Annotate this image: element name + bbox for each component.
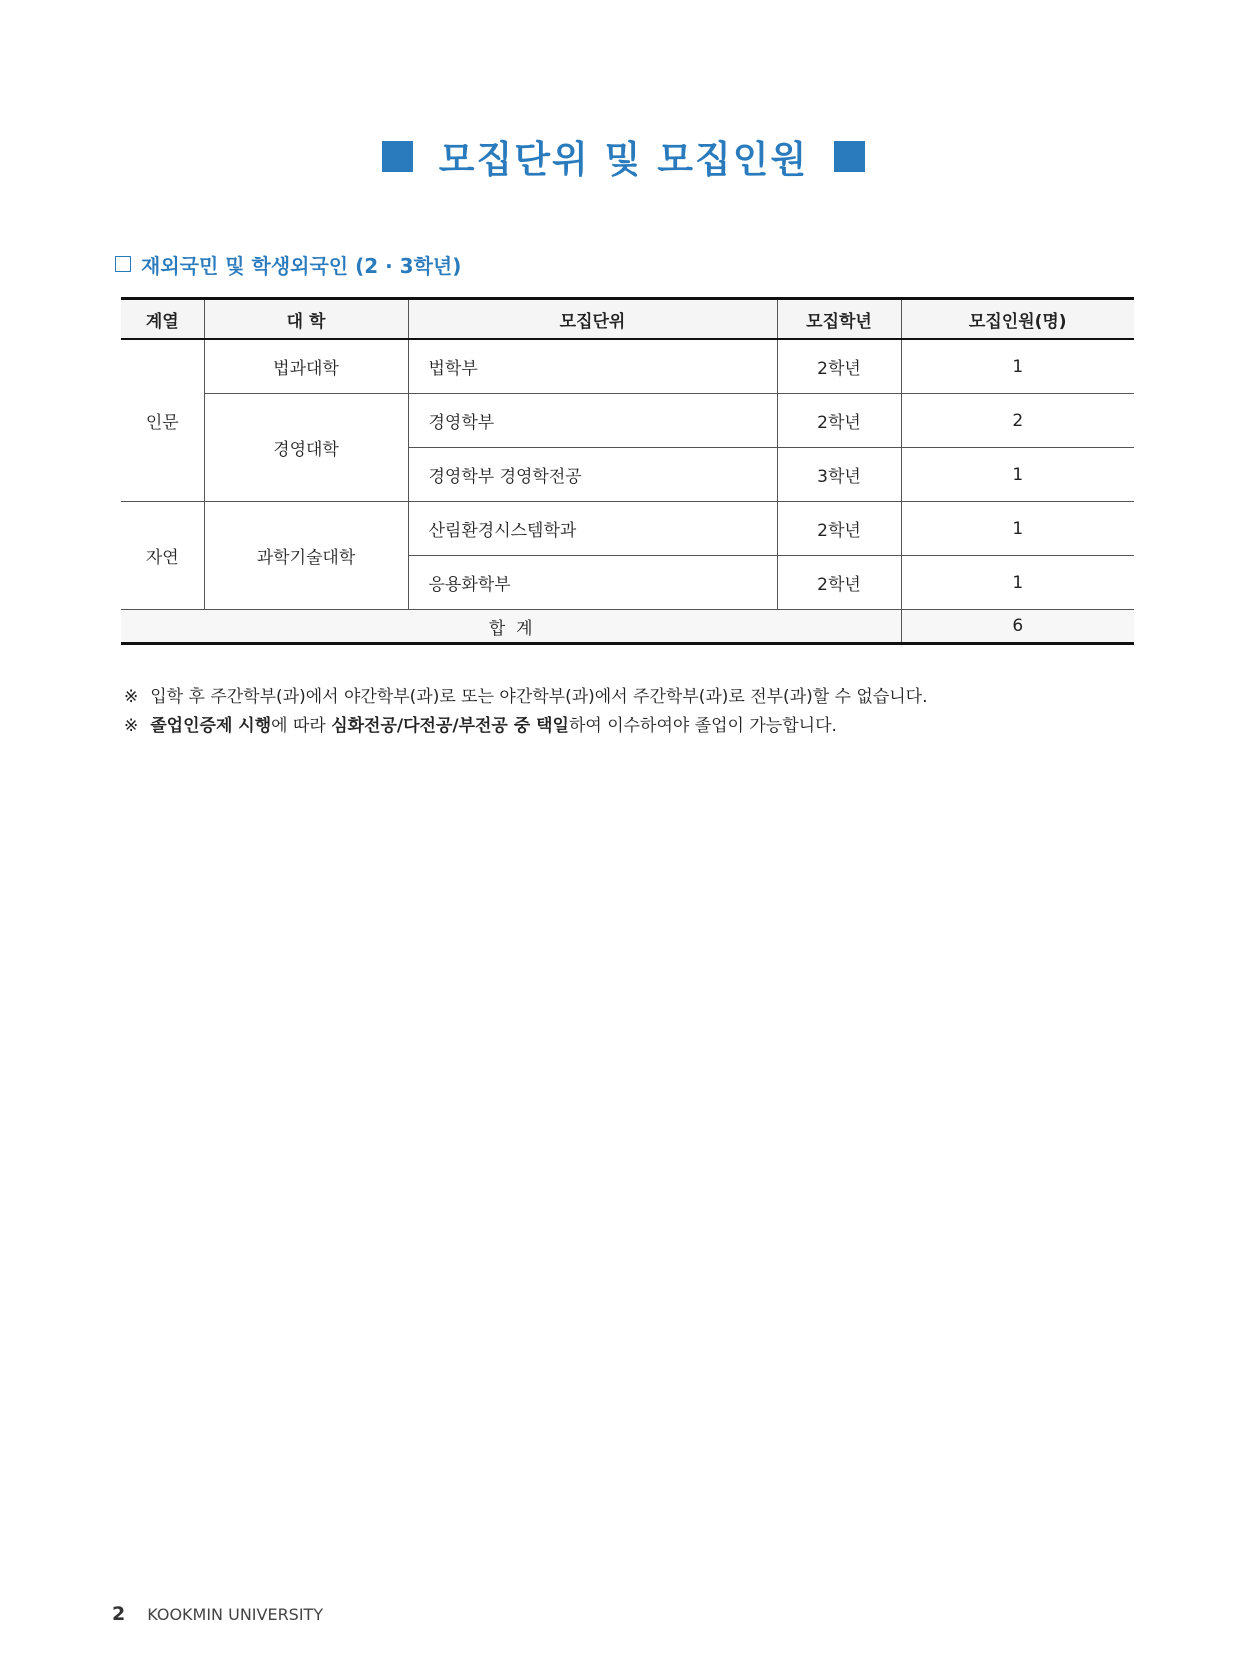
page-title-text: 모집단위 및 모집인원 xyxy=(438,138,809,181)
header-grade: 모집학년 xyxy=(777,299,901,340)
section-subtitle xyxy=(115,250,461,278)
note-mark: ※ xyxy=(124,716,139,736)
footer-university: KOOKMIN UNIVERSITY xyxy=(147,1604,324,1624)
header-unit: 모집단위 xyxy=(408,299,777,340)
count-cell: 2 xyxy=(901,394,1134,448)
checkbox-outline-icon xyxy=(115,256,131,272)
table-row xyxy=(121,502,1134,556)
unit-cell: 경영학부 경영학전공 xyxy=(408,448,777,502)
college-cell: 경영대학 xyxy=(204,394,408,502)
table-total-row xyxy=(121,610,1134,644)
page-number: 2 xyxy=(112,1603,126,1625)
table-row xyxy=(121,394,1134,448)
count-cell: 1 xyxy=(901,339,1134,394)
field-cell: 인문 xyxy=(121,339,204,502)
grade-cell: 2학년 xyxy=(777,339,901,394)
table-header-row xyxy=(121,299,1134,340)
total-value: 6 xyxy=(901,610,1134,644)
section-subtitle-text: 재외국민 및 학생외국인 (2 · 3학년) xyxy=(141,253,462,278)
note-text xyxy=(150,683,927,712)
recruitment-table xyxy=(121,297,1134,645)
notes xyxy=(124,683,928,741)
square-bullet-icon xyxy=(834,141,865,172)
note-item xyxy=(124,683,928,712)
total-label: 합 계 xyxy=(121,610,901,644)
note-part: 에 따라 xyxy=(271,716,332,736)
unit-cell: 법학부 xyxy=(408,339,777,394)
note-item xyxy=(124,712,928,741)
header-college: 대 학 xyxy=(204,299,408,340)
square-bullet-icon xyxy=(382,141,413,172)
count-cell: 1 xyxy=(901,502,1134,556)
header-count: 모집인원(명) xyxy=(901,299,1134,340)
note-part: 하여 이수하여야 졸업이 가능합니다. xyxy=(568,716,837,736)
note-mark: ※ xyxy=(124,687,139,707)
table-row xyxy=(121,339,1134,394)
unit-cell: 응용화학부 xyxy=(408,556,777,610)
grade-cell: 2학년 xyxy=(777,556,901,610)
header-field: 계열 xyxy=(121,299,204,340)
college-cell: 과학기술대학 xyxy=(204,502,408,610)
note-part-bold: 졸업인증제 시행 xyxy=(150,716,272,736)
page-title xyxy=(0,128,1247,184)
count-cell: 1 xyxy=(901,556,1134,610)
grade-cell: 2학년 xyxy=(777,394,901,448)
grade-cell: 3학년 xyxy=(777,448,901,502)
note-text xyxy=(150,712,837,741)
count-cell: 1 xyxy=(901,448,1134,502)
unit-cell: 경영학부 xyxy=(408,394,777,448)
field-cell: 자연 xyxy=(121,502,204,610)
note-part-bold: 심화전공/다전공/부전공 중 택일 xyxy=(331,716,569,736)
note-part: 입학 후 주간학부(과)에서 야간학부(과)로 또는 야간학부(과)에서 주간학부(과)로 전부(과)할 수 없습니다. xyxy=(150,687,928,707)
page-footer xyxy=(112,1603,323,1625)
unit-cell: 산림환경시스템학과 xyxy=(408,502,777,556)
college-cell: 법과대학 xyxy=(204,339,408,394)
grade-cell: 2학년 xyxy=(777,502,901,556)
